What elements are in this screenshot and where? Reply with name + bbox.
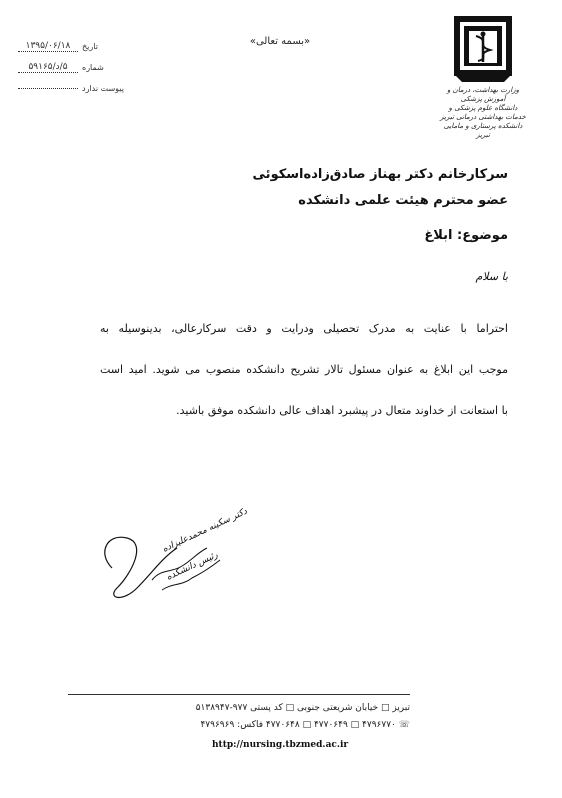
logo-text-line1: وزارت بهداشت، درمان و آموزش پزشکی <box>446 86 520 103</box>
letter-meta <box>18 36 138 99</box>
body-line-3: با استعانت از خداوند متعال در پیشبرد اهداف عالی دانشکده موفق باشید. <box>176 404 508 417</box>
attachment-row <box>18 78 138 99</box>
footer-divider <box>68 694 410 695</box>
recipient-name: سرکارخانم دکتر بهناز صادق‌زاده‌اسکوئی <box>252 167 508 182</box>
date-row <box>18 36 138 57</box>
body-line-2: موجب این ابلاغ به عنوان مسئول تالار تشریح دانشکده منصوب می شوید. امید است <box>100 363 508 376</box>
footer-contact <box>140 700 410 734</box>
attachment-value <box>18 88 78 89</box>
bismillah-heading: «بسمه تعالی» <box>249 36 311 47</box>
signature <box>92 506 249 608</box>
recipient-title: عضو محترم هیئت علمی دانشکده <box>298 193 508 208</box>
signature-scribble-icon <box>92 506 249 608</box>
date-value: ۱۳۹۵/۰۶/۱۸ <box>18 41 78 52</box>
footer-phones: ☏ ۴۷۹۶۷۷۰ □ ۴۷۷۰۶۴۹ □ ۴۷۷۰۶۴۸ فاکس: ۴۷۹۶۹۶۹ <box>200 720 410 730</box>
letter-body <box>100 308 508 431</box>
greeting: با سلام <box>475 270 508 283</box>
signature-title: رئیس دانشکده <box>165 550 220 583</box>
footer-website-link[interactable]: http://nursing.tbzmed.ac.ir <box>212 740 349 750</box>
subject-line: موضوع: ابلاغ <box>424 228 508 243</box>
number-row <box>18 57 138 78</box>
university-logo <box>440 14 528 139</box>
footer-address: تبریز □ خیابان شریعتی جنوبی □ کد پستی ۹۷۷-۵۱۳۸۹۴۷ <box>195 703 410 713</box>
signature-name: دکتر سکینه محمدعلیزاده <box>161 506 249 555</box>
date-label: تاریخ <box>82 42 98 51</box>
body-line-1: احتراما با عنایت به مدرک تحصیلی ودرایت و دقت سرکارعالی، بدینوسیله به <box>100 322 508 335</box>
logo-text-line3: دانشکده پرستاری و مامایی تبریز <box>443 122 523 139</box>
logo-caption <box>438 86 528 140</box>
number-value: ۵/د/۵۹۱۶۵ <box>18 62 78 73</box>
recipient-block <box>253 162 508 214</box>
attachment-label: پیوست ندارد <box>82 84 124 93</box>
number-label: شماره <box>82 63 104 72</box>
logo-text-line2: دانشگاه علوم پزشکی و خدمات بهداشتی درمانی تبریز <box>440 104 526 121</box>
emblem-icon <box>452 14 514 84</box>
